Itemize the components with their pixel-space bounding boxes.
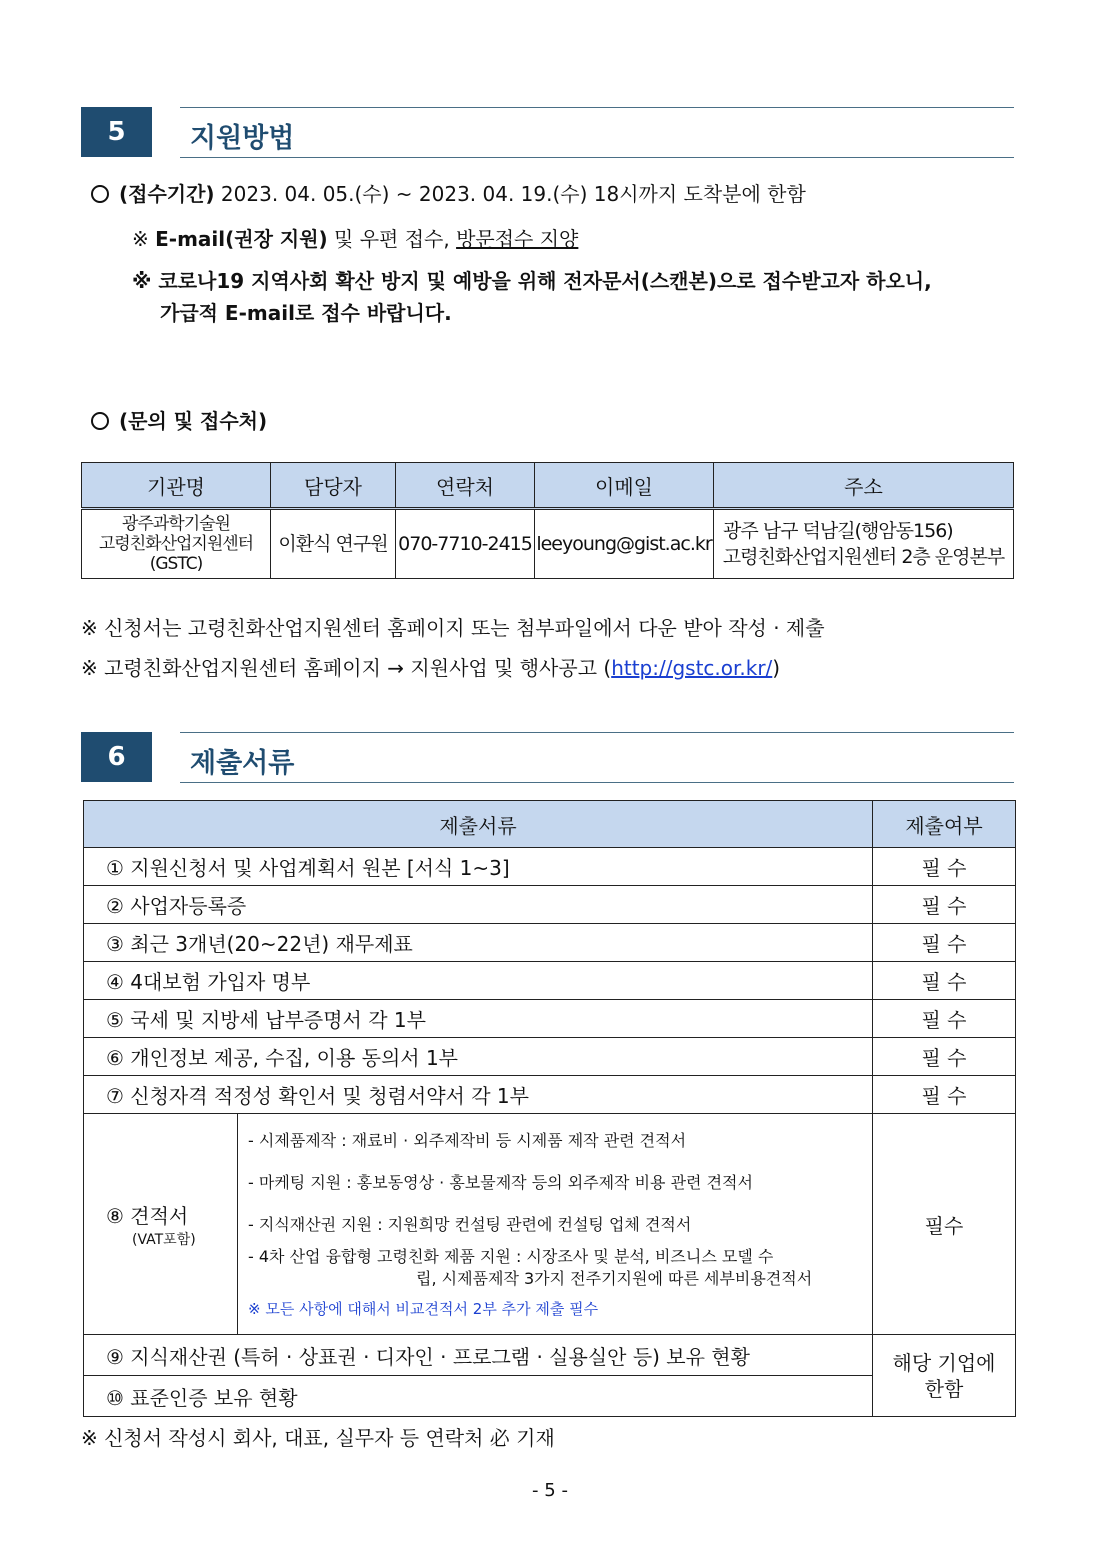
- required-cell: 필수: [873, 1114, 1016, 1335]
- homepage-note: [81, 652, 780, 681]
- document-item: ③ 최근 3개년(20~22년) 재무제표: [84, 924, 873, 962]
- col-address: 주소: [714, 463, 1014, 509]
- required-cell: 필 수: [873, 1038, 1016, 1076]
- document-item: ② 사업자등록증: [84, 886, 873, 924]
- address-cell: [714, 509, 1014, 579]
- col-person: 담당자: [271, 463, 396, 509]
- submission-note-2: [132, 265, 932, 294]
- table-row: [84, 1076, 1016, 1114]
- contact-table-header: [82, 463, 1014, 509]
- address-line2: 고령친화산업지원센터 2층 운영본부: [722, 546, 1005, 568]
- download-note: ※ 신청서는 고령친화산업지원센터 홈페이지 또는 첨부파일에서 다운 받아 작성 · 제출: [81, 616, 825, 640]
- document-item: ① 지원신청서 및 사업계획서 원본 [서식 1~3]: [84, 848, 873, 886]
- homepage-note-text: ※ 고령친화산업지원센터 홈페이지 → 지원사업 및 행사공고 (: [81, 656, 612, 680]
- table-row: [84, 1038, 1016, 1076]
- section-number-badge: [81, 107, 152, 157]
- section-rule-bottom: [180, 782, 1014, 783]
- section-rule-top: [180, 107, 1014, 108]
- note1-underline: 방문접수 지양: [456, 227, 579, 251]
- contact-heading-text: (문의 및 접수처): [119, 409, 268, 433]
- org-line2: 고령친화산업지원센터: [98, 534, 254, 554]
- table-row: [84, 1000, 1016, 1038]
- required-cell: 필 수: [873, 962, 1016, 1000]
- required-cell: 필 수: [873, 924, 1016, 962]
- required-cell: [873, 1335, 1016, 1417]
- estimate-sub: (VAT포함): [132, 1231, 196, 1248]
- note-mark: ※: [132, 227, 149, 251]
- col-org: 기관명: [82, 463, 271, 509]
- estimate-items-cell: [238, 1114, 873, 1335]
- required-cell: 필 수: [873, 1000, 1016, 1038]
- required-line1: 해당 기업에: [892, 1350, 996, 1375]
- section-rule-bottom: [180, 157, 1014, 158]
- address-line1: 광주 남구 덕남길(행암동156): [723, 520, 953, 542]
- email-cell[interactable]: leeyoung@gist.ac.kr: [535, 509, 714, 579]
- col-phone: 연락처: [396, 463, 535, 509]
- footer-note: ※ 신청서 작성시 회사, 대표, 실무자 등 연락처 必 기재: [81, 1426, 555, 1450]
- phone-cell: 070-7710-2415: [396, 509, 535, 579]
- col-email: 이메일: [535, 463, 714, 509]
- table-row: [84, 886, 1016, 924]
- table-row: [84, 1335, 1016, 1376]
- application-period: [91, 178, 806, 207]
- table-row: [84, 962, 1016, 1000]
- homepage-link[interactable]: http://gstc.or.kr/: [611, 656, 773, 680]
- person-cell: 이환식 연구원: [271, 509, 396, 579]
- table-row: [84, 924, 1016, 962]
- required-cell: 필 수: [873, 848, 1016, 886]
- section-number: 5: [107, 117, 126, 147]
- contact-table: [81, 462, 1014, 579]
- contact-heading: [91, 405, 267, 434]
- org-line1: 광주과학기술원: [122, 514, 230, 534]
- estimate-item: - 지식재산권 지원 : 지원희망 컨설팅 관련에 컨설팅 업체 견적서: [248, 1214, 692, 1234]
- col-document: 제출서류: [84, 801, 873, 848]
- required-line2: 한함: [924, 1376, 964, 1401]
- estimate-item-4: - 4차 산업 융합형 고령친화 제품 지원 : 시장조사 및 분석, 비즈니스 모델 수: [248, 1246, 774, 1266]
- org-line3: (GSTC): [149, 554, 203, 574]
- note1-mid: 및 우편 접수,: [334, 227, 450, 251]
- circle-bullet-icon: [91, 412, 109, 430]
- note1-bold: E-mail(권장 지원): [155, 227, 328, 251]
- document-item: ⑨ 지식재산권 (특허 · 상표권 · 디자인 · 프로그램 · 실용실안 등) 보유 현황: [84, 1335, 873, 1376]
- section-number: 6: [107, 742, 126, 772]
- section-title: 지원방법: [190, 123, 295, 154]
- document-item: ⑤ 국세 및 지방세 납부증명서 각 1부: [84, 1000, 873, 1038]
- period-text: 2023. 04. 05.(수) ~ 2023. 04. 19.(수) 18시까지 도착분에 한함: [220, 182, 806, 206]
- section-title: 제출서류: [190, 748, 295, 779]
- required-cell: 필 수: [873, 886, 1016, 924]
- circle-bullet-icon: [91, 185, 109, 203]
- document-item: ④ 4대보험 가입자 명부: [84, 962, 873, 1000]
- submission-note-1: [132, 223, 578, 252]
- document-item: ⑩ 표준인증 보유 현황: [84, 1376, 873, 1417]
- homepage-note-close: ): [772, 656, 781, 680]
- note-mark: ※: [132, 269, 152, 293]
- document-item: ⑦ 신청자격 적정성 확인서 및 청렴서약서 각 1부: [84, 1076, 873, 1114]
- page-number: - 5 -: [532, 1480, 568, 1501]
- table-row: [84, 848, 1016, 886]
- document-item: ⑥ 개인정보 제공, 수집, 이용 동의서 1부: [84, 1038, 873, 1076]
- org-cell: [82, 509, 271, 579]
- col-required: 제출여부: [873, 801, 1016, 848]
- estimate-item-4-cont: 립, 시제품제작 3가지 전주기지원에 따른 세부비용견적서: [416, 1268, 813, 1288]
- note2-line1: 코로나19 지역사회 확산 방지 및 예방을 위해 전자문서(스캔본)으로 접수받고자 하오니,: [158, 269, 932, 293]
- estimate-label: ⑧ 견적서: [106, 1203, 189, 1228]
- estimate-note: ※ 모든 사항에 대해서 비교견적서 2부 추가 제출 필수: [248, 1299, 599, 1318]
- documents-table-header: [84, 801, 1016, 848]
- section-number-badge: [81, 732, 152, 782]
- estimate-label-cell: [84, 1114, 238, 1335]
- estimate-item: - 마케팅 지원 : 홍보동영상 · 홍보물제작 등의 외주제작 비용 관련 견적서: [248, 1172, 753, 1192]
- estimate-item: - 시제품제작 : 재료비 · 외주제작비 등 시제품 제작 관련 견적서: [248, 1130, 687, 1150]
- documents-table: [83, 800, 1016, 1417]
- contact-table-row: [82, 509, 1014, 579]
- estimate-row: [84, 1114, 1016, 1335]
- note2-line2: 가급적 E-mail로 접수 바랍니다.: [160, 301, 452, 325]
- required-cell: 필 수: [873, 1076, 1016, 1114]
- period-label: (접수기간): [119, 182, 215, 206]
- section-rule-top: [180, 732, 1014, 733]
